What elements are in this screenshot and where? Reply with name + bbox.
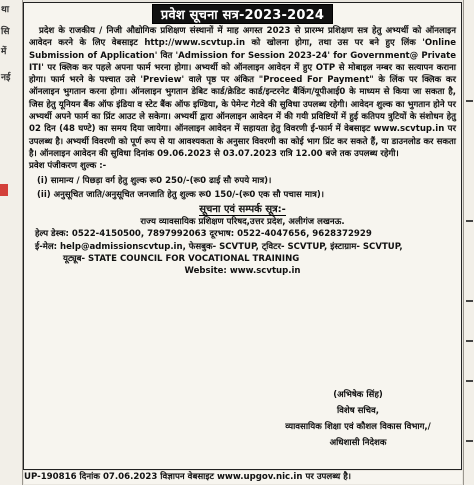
contact-heading: सूचना एवं सम्पर्क सूत्र:- xyxy=(199,204,286,216)
fragment-text: था xyxy=(1,5,10,15)
dash-mark xyxy=(466,380,473,382)
footer-advert-line: UP-190816 दिनांक 07.06.2023 विज्ञापन वेबसाइट www.upgov.nic.in पर उपलब्ध है। xyxy=(24,471,462,484)
adjacent-column-fragment-right xyxy=(463,0,474,485)
signatory-name: (अभिषेक सिंह) xyxy=(333,390,383,400)
email-social-line: ई-मेल: help@admissionscvtup.in, फेसबुक- SCVTUP, ट्विटर- SCVTUP, इंस्टाग्राम- SCVTUP, xyxy=(35,241,403,252)
notice-title: प्रवेश सूचना सत्र-2023-2024 xyxy=(29,4,456,24)
signatory-designation: विशेष सचिव, xyxy=(336,406,380,416)
organisation-line: राज्य व्यावसायिक प्रशिक्षण परिषद,उत्तर प्रदेश, अलीगंज लखनऊ. xyxy=(140,217,345,228)
fragment-text: नई xyxy=(1,73,11,83)
notice-paragraph: प्रदेश के राजकीय / निजी औद्योगिक प्रशिक्षण संस्थानों में माह अगस्त 2023 से प्रारम्भ प्रशिक्षण सत्र हेतु अभ्यर्थी को ऑनलाइन आवेदन करने के लिए वेबसाइट http://www.scvtup.in को खोलना होगा, तथा उस पर बने हुए लिंक 'Online Submission of Application' वित 'Admission for Session 2023-24' for Government@ Private ITI' पर क्लिक कर पहले अपना फार्म भरना होगा। अभ्यर्थी को ऑनलाइन आवेदन में हुए OTP से मोबाइल नम्बर का सत्यापन कराना होगा। फार्म भरने के पश्चात उसे 'Preview' वाले पृष्ठ पर अंकित "Proceed For Payment" के लिंक पर क्लिक कर ऑनलाइन भुगतान करना होगा। ऑनलाइन भुगतान डेबिट कार्ड/क्रेडिट कार्ड/इन्टरनेट बैंकिंग/यूपीआई0 के माध्यम से किया जा सकता है, जिस हेतु यूनियन बैंक ऑफ इंडिया व स्टेट बैंक ऑफ इण्डिया, के पेमेन्ट गेटवे की सुविधा उपलब्ध रहेगी। आवेदन शुल्क का भुगतान होने पर अभ्यर्थी अपने फार्म का प्रिंट आउट ले सकेगा। अभ्यर्थी द्वारा ऑनलाइन आवेदन में की गयी प्रविष्टियों में हुई कतिपय त्रुटियों के संशोधन हेतु 02 दिन (48 घण्टे) का समय दिया जायेगा। ऑनलाइन आवेदन में सहायता हेतु विवरणी ई-फार्म में वेबसाइट www.scvtup.in पर उपलब्ध है। अभ्यर्थी विवरणी को पूर्ण रूप से या आवश्यकता के अनुसार विवरणी का कोई भाग प्रिंट कर सकते हैं, या डाउनलोड कर सकता है। ऑनलाइन आवेदन की सुविधा दिनांक 09.06.2023 से 03.07.2023 रात्रि 12.00 बजे तक उपलब्ध रहेगी। xyxy=(29,26,456,159)
helpdesk-line: हेल्प डेस्क: 0522-4150500, 7897992063 दूरभाष: 0522-4047656, 9628372929 xyxy=(35,229,372,240)
admission-notice xyxy=(23,2,462,470)
fee-sc-st: (ii) अनुसूचित जाति/अनुसूचित जनजाति हेतु शुल्क रू0 150/-(रू0 एक सौ पचास मात्र)। xyxy=(37,189,324,200)
website-line: Website: www.scvtup.in xyxy=(184,266,301,277)
fragment-text: सि xyxy=(1,27,10,37)
signatory-office: अधिशासी निदेशक xyxy=(329,438,387,448)
fee-general: (i) सामान्य / पिछड़ा वर्ग हेतु शुल्क रू0 250/-(रू0 ढाई सौ रुपये मात्र)। xyxy=(37,175,272,186)
youtube-line: यूट्यूब- STATE COUNCIL FOR VOCATIONAL TRAINING xyxy=(63,254,300,265)
fee-heading: प्रवेश पंजीकरण शुल्क :- xyxy=(29,161,107,172)
dash-mark xyxy=(466,220,473,222)
dash-mark xyxy=(466,300,473,302)
fragment-text: में xyxy=(1,47,7,57)
red-marker xyxy=(0,184,8,196)
dash-mark xyxy=(466,100,473,102)
dash-mark xyxy=(466,440,473,442)
dash-mark xyxy=(466,340,473,342)
adjacent-column-fragment xyxy=(0,0,23,485)
signatory-department: व्यावसायिक शिक्षा एवं कौशल विकास विभाग,/ xyxy=(285,422,431,432)
